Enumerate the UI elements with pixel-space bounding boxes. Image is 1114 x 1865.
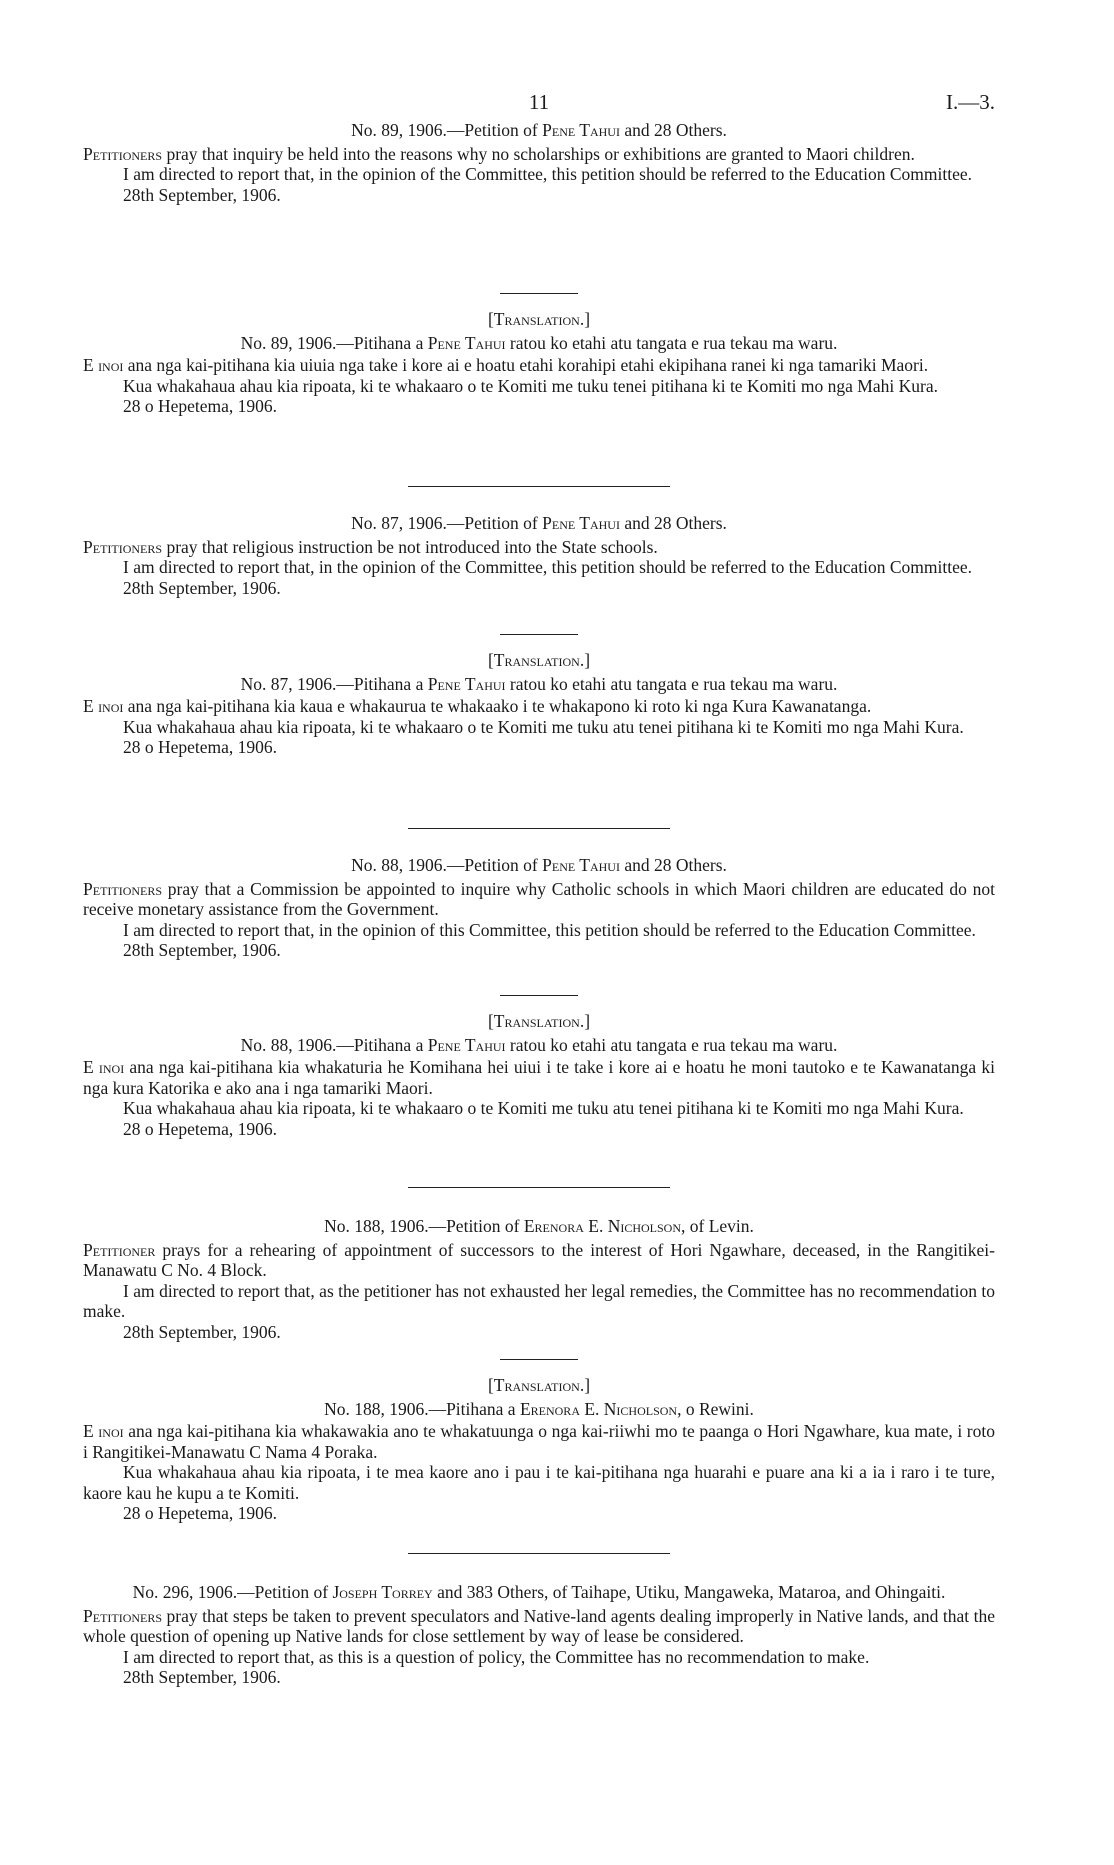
short-rule xyxy=(83,995,995,996)
translation-heading: No. 89, 1906.—Pitihana a Pene Tahui ratou ko etahi atu tangata e rua tekau ma waru. xyxy=(240,332,838,353)
translation-prayer: E inoi ana nga kai-pitihana kia whakaturia he Komihana hei uiui i te take i kore ai e hoatu he moni tautoko e te Kawanatanga ki nga kura Katorika e ako ana i nga tamariki Maori. xyxy=(83,1057,995,1098)
translation-report: Kua whakahaua ahau kia ripoata, ki te whakaaro o te Komiti me tuku tenei pitihana ki te Komiti mo nga Mahi Kura. xyxy=(123,375,938,396)
translation-prayer: E inoi ana nga kai-pitihana kia whakawakia ano te whakatuunga o nga kai-riiwhi mo te paanga o Hori Ngawhare, kua mate, i roto i Rangitikei-Manawatu C Nama 4 Poraka. xyxy=(83,1421,995,1462)
translation-entry xyxy=(83,1375,995,1524)
petition-heading: No. 88, 1906.—Petition of Pene Tahui and 28 Others. xyxy=(351,855,727,875)
petition-prayer: Petitioners pray that religious instruction be not introduced into the State schools. xyxy=(83,536,658,557)
short-rule xyxy=(83,293,995,294)
report-date: 28th September, 1906. xyxy=(123,184,281,205)
petition-entry xyxy=(83,120,995,205)
long-rule xyxy=(83,1187,995,1188)
long-rule xyxy=(83,486,995,487)
translation-report: Kua whakahaua ahau kia ripoata, ki te whakaaro o te Komiti me tuku atu tenei pitihana ki te Komiti mo nga Mahi Kura. xyxy=(123,1098,964,1118)
translation-date: 28 o Hepetema, 1906. xyxy=(123,737,278,757)
short-rule xyxy=(83,634,995,635)
petition-entry xyxy=(83,513,995,598)
translation-entry xyxy=(83,309,995,417)
petition-prayer: Petitioners pray that inquiry be held into the reasons why no scholarships or exhibitions are granted to Maori children. xyxy=(83,143,915,164)
report-date: 28th September, 1906. xyxy=(123,940,281,960)
committee-report: I am directed to report that, as this is a question of policy, the Committee has no recommendation to make. xyxy=(123,1646,870,1667)
committee-report: I am directed to report that, in the opinion of this Committee, this petition should be referred to the Education Committee. xyxy=(123,919,976,940)
long-rule xyxy=(83,1553,995,1554)
page-header xyxy=(83,90,995,120)
series-number: I.—3. xyxy=(946,90,995,114)
translation-date: 28 o Hepetema, 1906. xyxy=(123,1503,278,1523)
translation-label: [Translation.] xyxy=(487,650,591,670)
translation-report: Kua whakahaua ahau kia ripoata, i te mea kaore ano i pau i te kai-pitihana nga huarahi e puare ana ki a ia i raro i te ture, kaore kau he kupu a te Komiti. xyxy=(83,1462,995,1503)
petition-entry xyxy=(83,855,995,961)
petition-prayer: Petitioner prays for a rehearing of appointment of successors to the interest of Hori Ngawhare, deceased, in the Rangitikei-Manawatu C No. 4 Block. xyxy=(83,1239,995,1280)
committee-report: I am directed to report that, as the petitioner has not exhausted her legal remedies, the Committee has no recommendation to make. xyxy=(83,1280,995,1321)
petition-heading: No. 89, 1906.—Petition of Pene Tahui and 28 Others. xyxy=(351,120,727,140)
petition-entry xyxy=(83,1582,995,1688)
translation-date: 28 o Hepetema, 1906. xyxy=(123,396,278,416)
translation-prayer: E inoi ana nga kai-pitihana kia uiuia nga take i kore ai e hoatu etahi korahipi etahi ekipihana ranei ki nga tamariki Maori. xyxy=(83,355,929,375)
report-date: 28th September, 1906. xyxy=(123,577,281,598)
petition-heading: No. 188, 1906.—Petition of Erenora E. Nicholson, of Levin. xyxy=(324,1216,754,1236)
translation-label: [Translation.] xyxy=(487,1011,591,1031)
petition-entry xyxy=(83,1216,995,1342)
petition-prayer: Petitioners pray that a Commission be appointed to inquire why Catholic schools in which Maori children are educated do not receive monetary assistance from the Government. xyxy=(83,878,995,919)
short-rule xyxy=(83,1359,995,1360)
translation-prayer: E inoi ana nga kai-pitihana kia kaua e whakaurua te whakaako i te whakapono ki roto ki nga Kura Kawanatanga. xyxy=(83,696,872,716)
petition-prayer: Petitioners pray that steps be taken to prevent speculators and Native-land agents dealing improperly in Native lands, and that the whole question of opening up Native lands for close settlement by way of lease be considered. xyxy=(83,1605,995,1646)
translation-label: [Translation.] xyxy=(487,309,591,329)
committee-report: I am directed to report that, in the opinion of the Committee, this petition should be referred to the Education Committee. xyxy=(123,557,973,577)
translation-heading: No. 188, 1906.—Pitihana a Erenora E. Nicholson, o Rewini. xyxy=(324,1398,754,1419)
translation-heading: No. 88, 1906.—Pitihana a Pene Tahui ratou ko etahi atu tangata e rua tekau ma waru. xyxy=(240,1034,838,1055)
page-number: 11 xyxy=(528,90,550,114)
report-date: 28th September, 1906. xyxy=(123,1667,281,1687)
petition-heading: No. 296, 1906.—Petition of Joseph Torrey and 383 Others, of Taihape, Utiku, Mangaweka, Mataroa, and Ohingaiti. xyxy=(132,1582,946,1602)
report-date: 28th September, 1906. xyxy=(123,1321,281,1342)
translation-date: 28 o Hepetema, 1906. xyxy=(123,1118,278,1139)
translation-entry xyxy=(83,1011,995,1139)
translation-report: Kua whakahaua ahau kia ripoata, ki te whakaaro o te Komiti me tuku atu tenei pitihana ki te Komiti mo nga Mahi Kura. xyxy=(123,716,964,737)
petition-heading: No. 87, 1906.—Petition of Pene Tahui and 28 Others. xyxy=(351,513,727,533)
translation-heading: No. 87, 1906.—Pitihana a Pene Tahui ratou ko etahi atu tangata e rua tekau ma waru. xyxy=(240,673,838,694)
translation-entry xyxy=(83,650,995,758)
committee-report: I am directed to report that, in the opinion of the Committee, this petition should be referred to the Education Committee. xyxy=(123,164,973,184)
translation-label: [Translation.] xyxy=(487,1375,591,1395)
long-rule xyxy=(83,828,995,829)
